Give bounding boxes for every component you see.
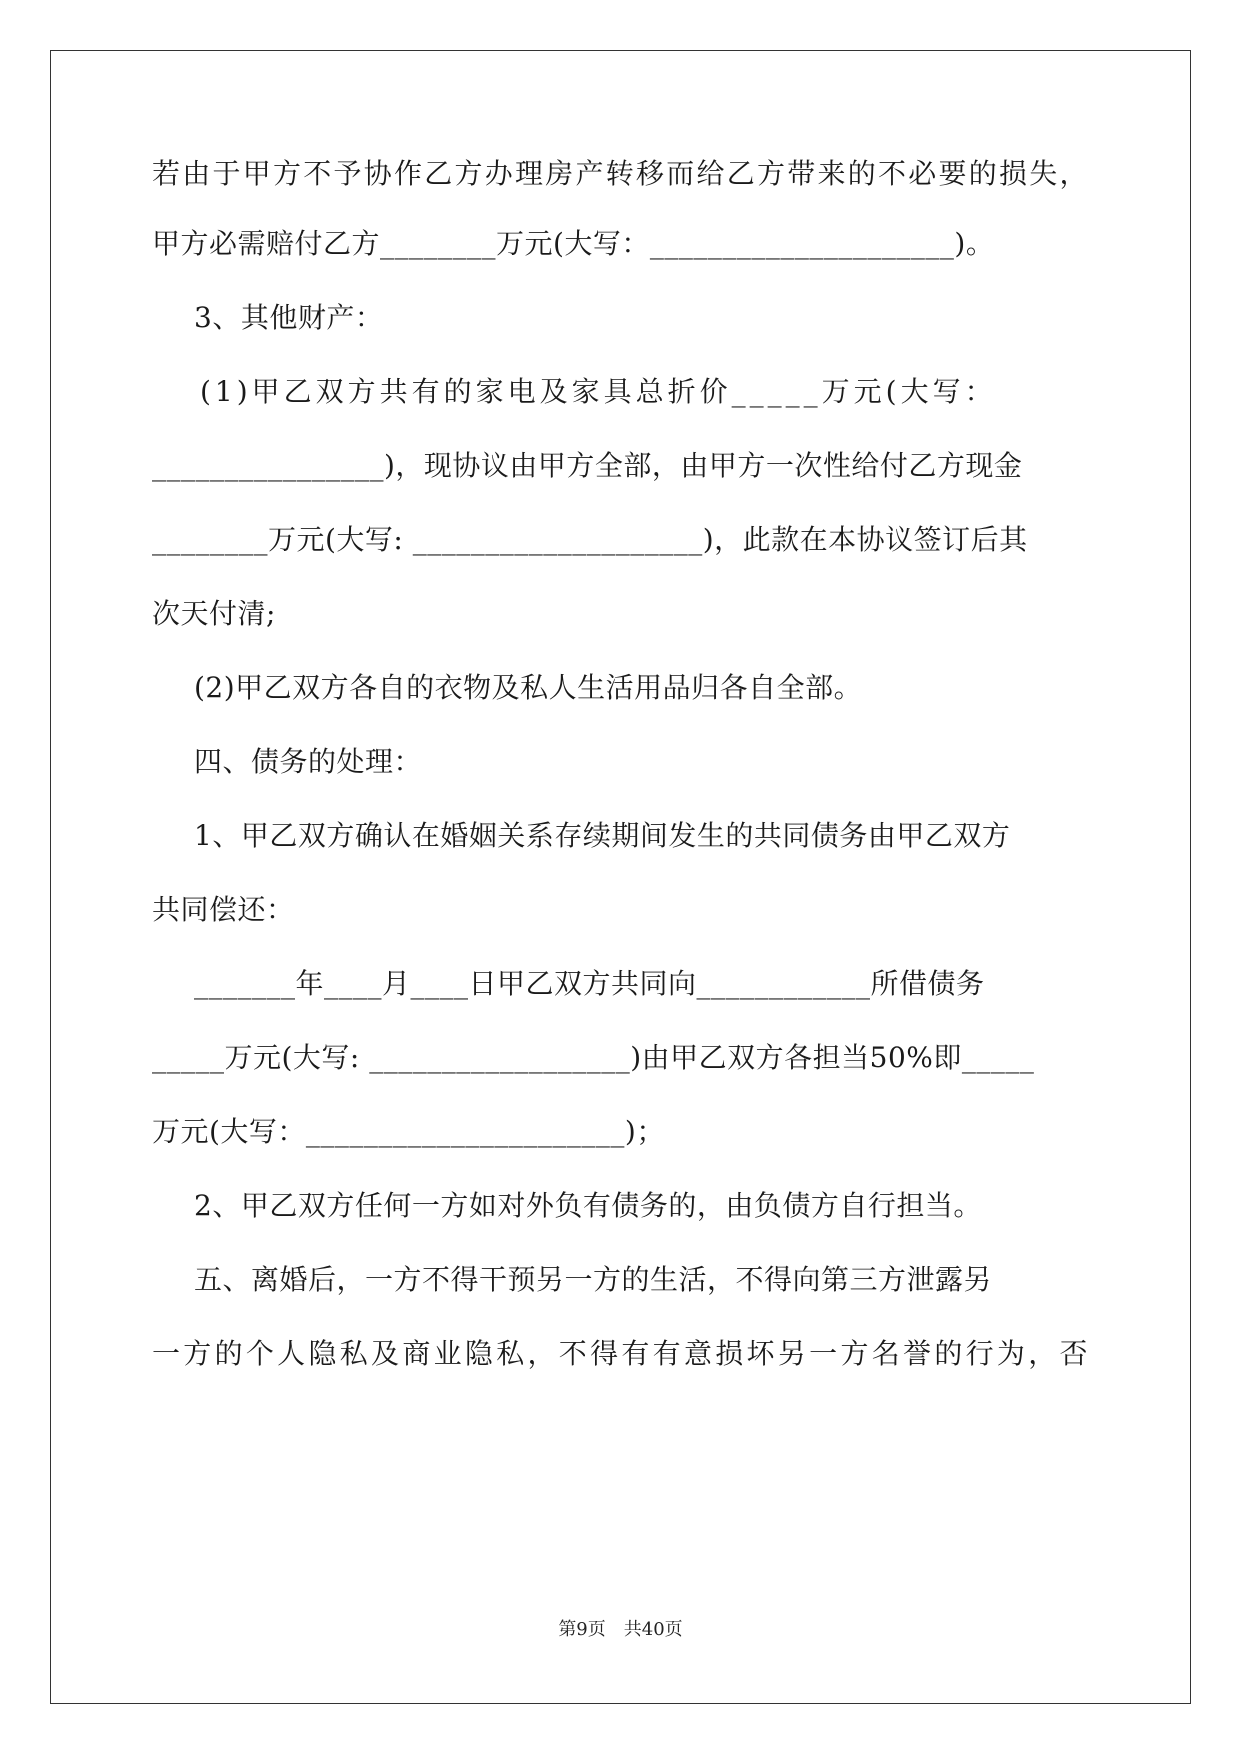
text-line-9: 四、债务的处理： — [194, 745, 423, 778]
text-line-10: 1、甲乙双方确认在婚姻关系存续期间发生的共同债务由甲乙双方 — [194, 819, 1011, 852]
text-line-17: 一方的个人隐私及商业隐私，不得有有意损坏另一方名誉的行为，否 — [152, 1337, 1088, 1370]
text-line-7: 次天付清; — [152, 597, 276, 630]
text-line-8: (2)甲乙双方各自的衣物及私人生活用品归各自全部。 — [194, 671, 863, 704]
text-line-2: 甲方必需赔付乙方________万元(大写：_____________________)。 — [152, 227, 995, 260]
text-line-5: ________________)，现协议由甲方全部，由甲方一次性给付乙方现金 — [152, 449, 1023, 482]
text-line-3: 3、其他财产： — [194, 301, 384, 334]
text-line-14: 万元(大写：______________________)； — [152, 1115, 665, 1148]
text-line-15: 2、甲乙双方任何一方如对外负有债务的，由负债方自行担当。 — [194, 1189, 982, 1222]
text-line-11: 共同偿还： — [152, 893, 295, 926]
text-line-4: (1)甲乙双方共有的家电及家具总折价_____万元(大写： — [200, 375, 997, 408]
text-line-13: _____万元(大写: __________________)由甲乙双方各担当50%即_____ — [152, 1041, 1035, 1074]
text-line-1: 若由于甲方不予协作乙方办理房产转移而给乙方带来的不必要的损失， — [152, 157, 1088, 190]
page-number-footer: 第9页 共40页 — [558, 1619, 683, 1640]
text-line-16: 五、离婚后，一方不得干预另一方的生活，不得向第三方泄露另 — [194, 1263, 993, 1296]
text-line-12: _______年____月____日甲乙双方共同向____________所借债务 — [194, 967, 985, 1000]
text-line-6: ________万元(大写: ____________________)，此款在本协议签订后其 — [152, 523, 1028, 556]
